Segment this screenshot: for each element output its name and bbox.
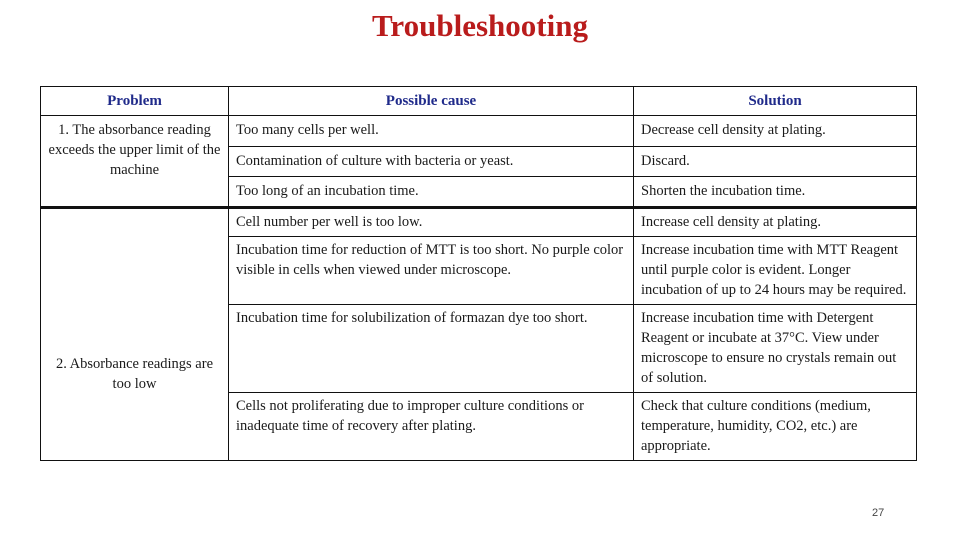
problem-cell: 1. The absorbance reading exceeds the upper limit of the machine (41, 116, 229, 208)
solution-cell: Check that culture conditions (medium, temperature, humidity, CO2, etc.) are appropriate. (634, 393, 917, 461)
header-problem: Problem (41, 87, 229, 116)
header-possible-cause: Possible cause (229, 87, 634, 116)
solution-cell: Increase incubation time with MTT Reagent until purple color is evident. Longer incubation of up to 24 hours may be required. (634, 237, 917, 305)
page-title: Troubleshooting (372, 8, 588, 43)
cause-cell: Cell number per well is too low. (229, 208, 634, 237)
solution-cell: Increase cell density at plating. (634, 208, 917, 237)
problem-cell: 2. Absorbance readings are too low (41, 208, 229, 461)
cause-cell: Incubation time for reduction of MTT is too short. No purple color visible in cells when viewed under microscope. (229, 237, 634, 305)
solution-cell: Discard. (634, 147, 917, 177)
table-header-row (41, 87, 917, 116)
cause-cell: Cells not proliferating due to improper culture conditions or inadequate time of recovery after plating. (229, 393, 634, 461)
troubleshooting-table (40, 86, 917, 461)
header-solution: Solution (634, 87, 917, 116)
solution-cell: Shorten the incubation time. (634, 177, 917, 208)
page-number: 27 (872, 507, 885, 519)
table-row (41, 116, 917, 147)
cause-cell: Incubation time for solubilization of formazan dye too short. (229, 305, 634, 393)
solution-cell: Decrease cell density at plating. (634, 116, 917, 147)
cause-cell: Too many cells per well. (229, 116, 634, 147)
solution-cell: Increase incubation time with Detergent Reagent or incubate at 37°C. View under microscope to ensure no crystals remain out of solution. (634, 305, 917, 393)
table-row (41, 208, 917, 237)
cause-cell: Too long of an incubation time. (229, 177, 634, 208)
cause-cell: Contamination of culture with bacteria or yeast. (229, 147, 634, 177)
